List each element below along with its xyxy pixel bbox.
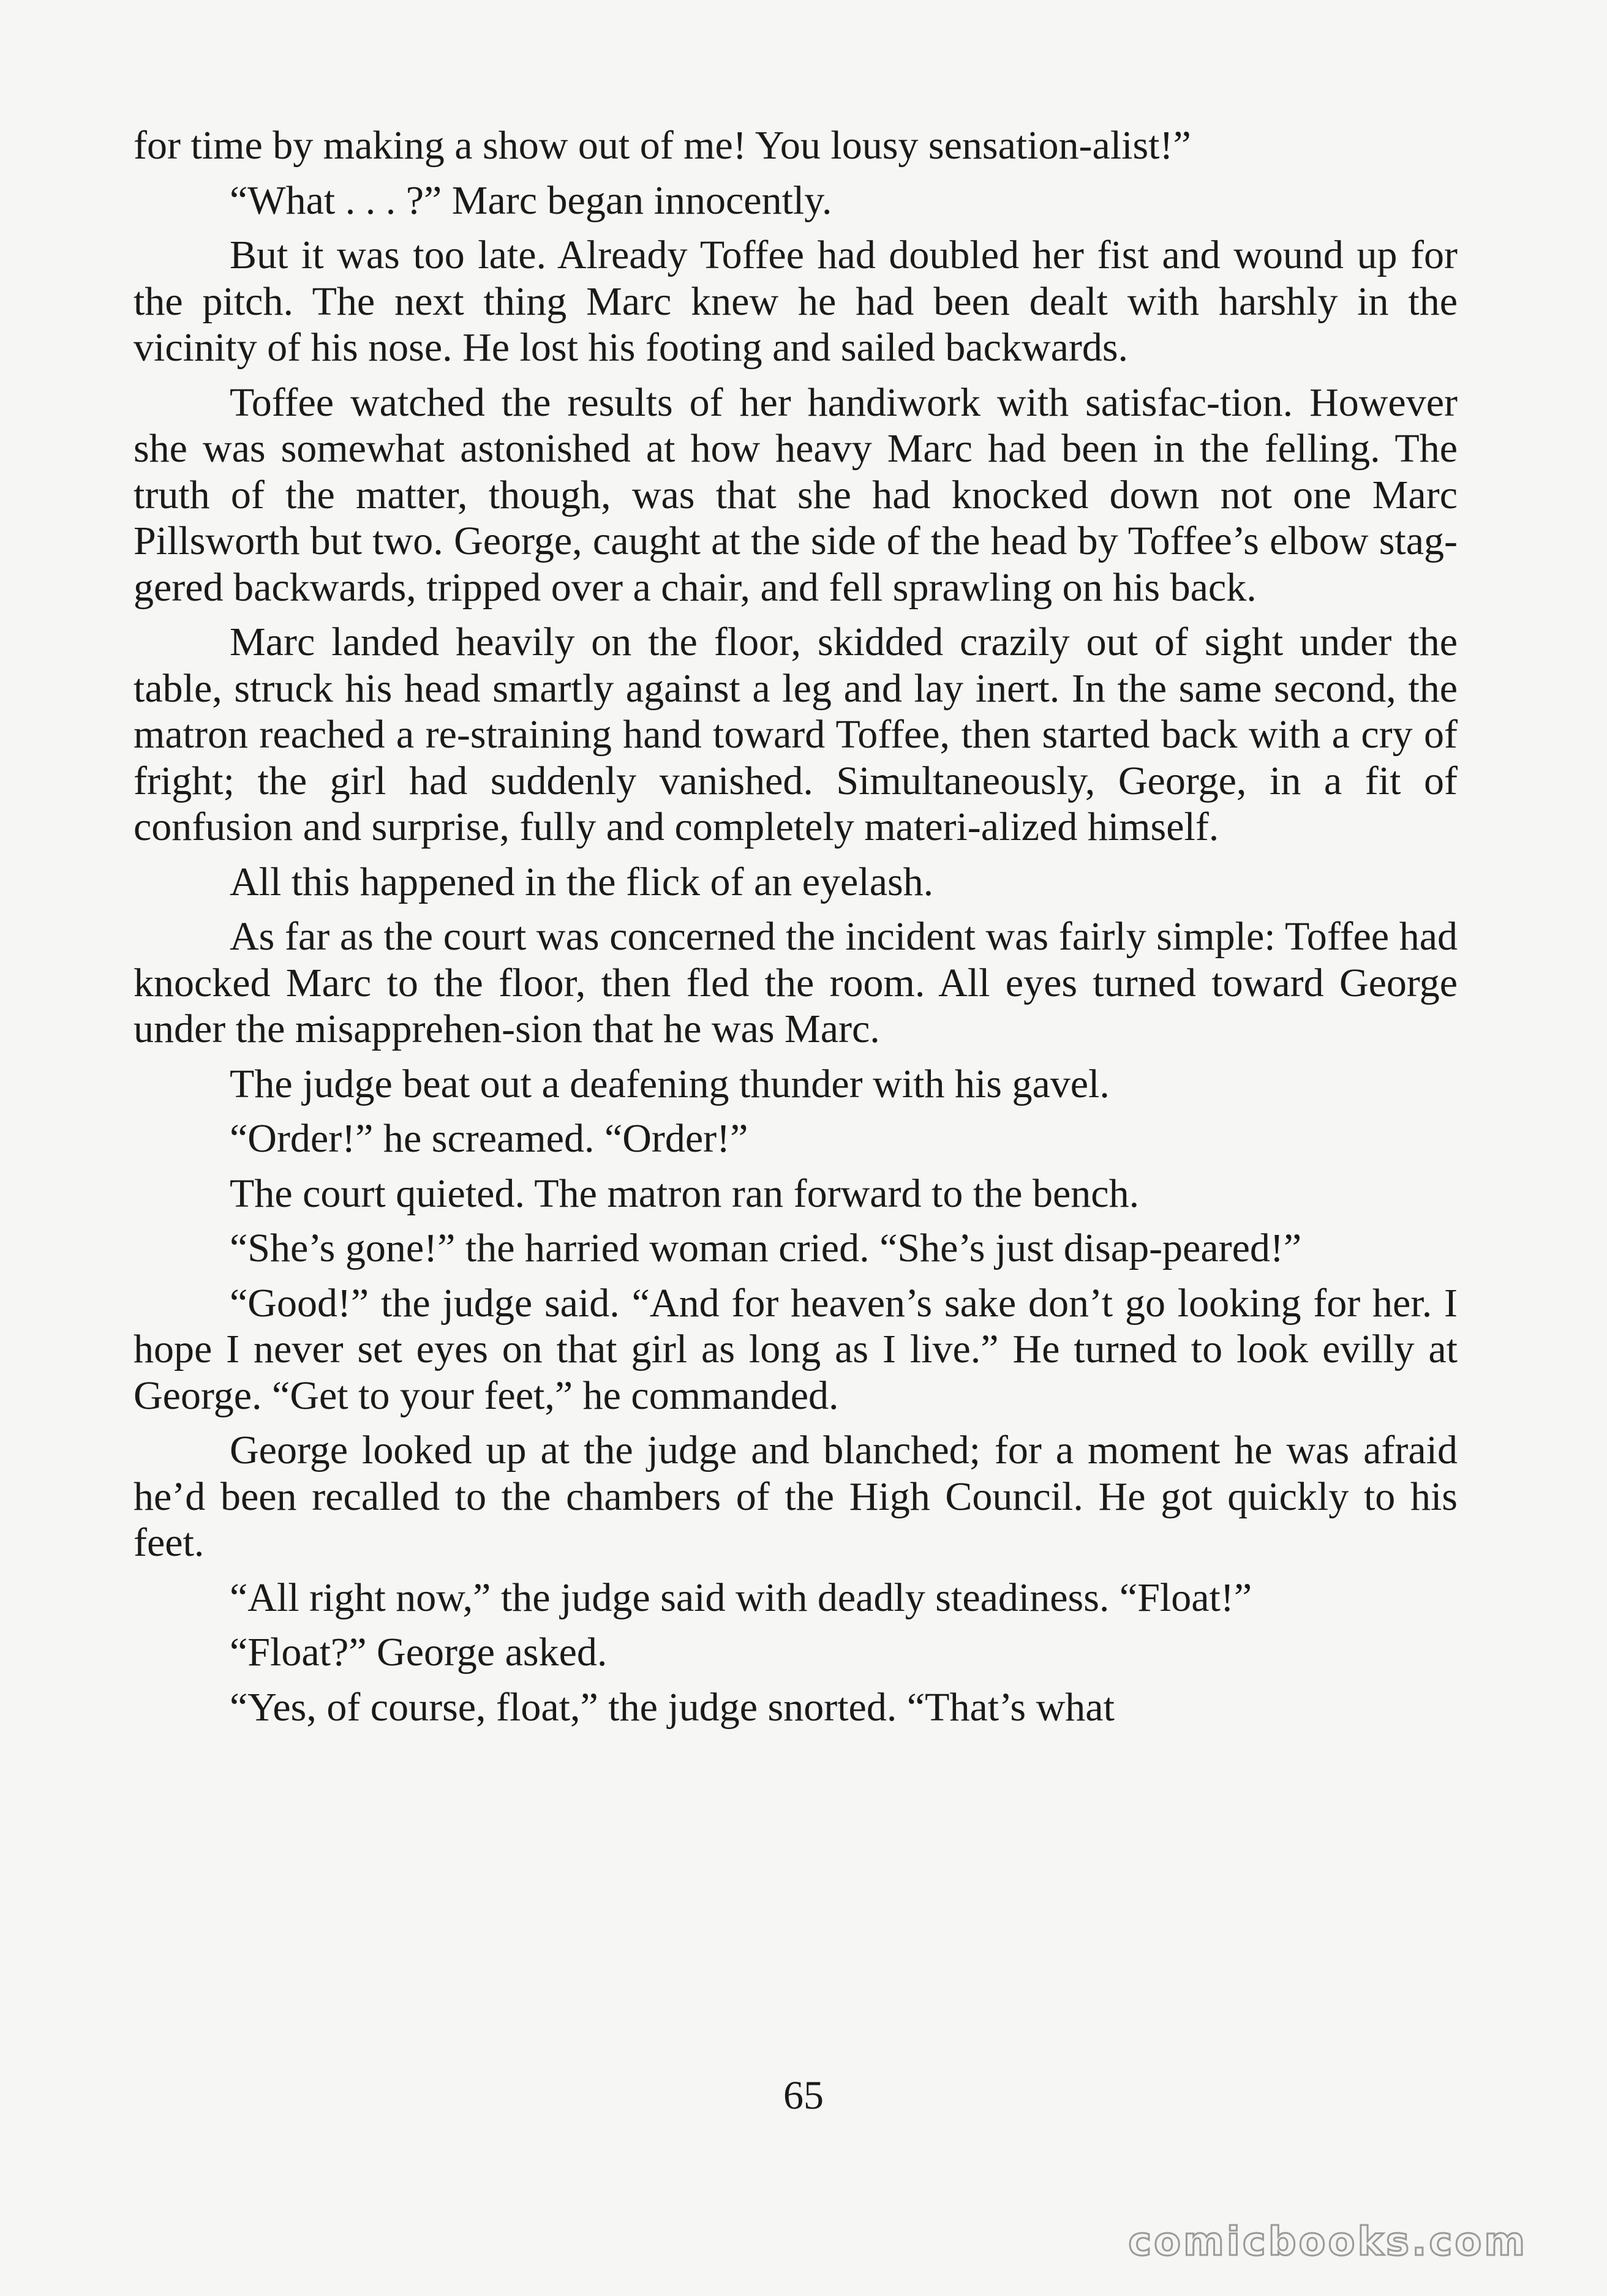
paragraph-11: “She’s gone!” the harried woman cried. “She’s just disap-peared!” (230, 1226, 1302, 1270)
paragraph-8: The judge beat out a deafening thunder with his gavel. (230, 1061, 1110, 1106)
paragraph-4: Toffee watched the results of her handiwork with satisfac-tion. However she was somewhat astonished at how heavy Marc had been in the felling. The truth of the matter, though, was that she had knocked down not one Marc Pillsworth but two. George, caught at the side of the head by Toffee’s elbow stag-gered backwards, tripped over a chair, and fell sprawling on his back. (134, 380, 1458, 610)
paragraph-6: All this happened in the flick of an eyelash. (230, 859, 934, 904)
paragraph-1: for time by making a show out of me! You lousy sensation-alist!” (134, 123, 1191, 168)
paragraph-13: George looked up at the judge and blanched; for a moment he was afraid he’d been recalled to the chambers of the High Council. He got quickly to his feet. (134, 1428, 1458, 1565)
body-text (134, 122, 1458, 1739)
paragraph-7: As far as the court was concerned the incident was fairly simple: Toffee had knocked Marc to the floor, then fled the room. All eyes turned toward George under the misapprehen-sion that he was Marc. (134, 914, 1458, 1051)
paragraph-2: “What . . . ?” Marc began innocently. (230, 178, 832, 223)
watermark: comicbooks.com (1128, 2219, 1527, 2265)
paragraph-16: “Yes, of course, float,” the judge snorted. “That’s what (230, 1684, 1115, 1730)
paragraph-14: “All right now,” the judge said with deadly steadiness. “Float!” (230, 1575, 1252, 1620)
paragraph-10: The court quieted. The matron ran forward to the bench. (230, 1171, 1140, 1216)
page-number: 65 (783, 2073, 824, 2118)
paragraph-15: “Float?” George asked. (230, 1630, 608, 1675)
paragraph-5: Marc landed heavily on the floor, skidded crazily out of sight under the table, struck his head smartly against a leg and lay inert. In the same second, the matron reached a re-straining hand toward Toffee, then started back with a cry of fright; the girl had suddenly vanished. Simultaneously, George, in a fit of confusion and surprise, fully and completely materi-alized himself. (134, 620, 1458, 849)
paragraph-9: “Order!” he screamed. “Order!” (230, 1116, 748, 1161)
paragraph-12: “Good!” the judge said. “And for heaven’s sake don’t go looking for her. I hope I never set eyes on that girl as long as I live.” He turned to look evilly at George. “Get to your feet,” he commanded. (134, 1280, 1458, 1418)
paragraph-3: But it was too late. Already Toffee had doubled her fist and wound up for the pitch. The next thing Marc knew he had been dealt with harshly in the vicinity of his nose. He lost his footing and sailed backwards. (134, 233, 1458, 370)
